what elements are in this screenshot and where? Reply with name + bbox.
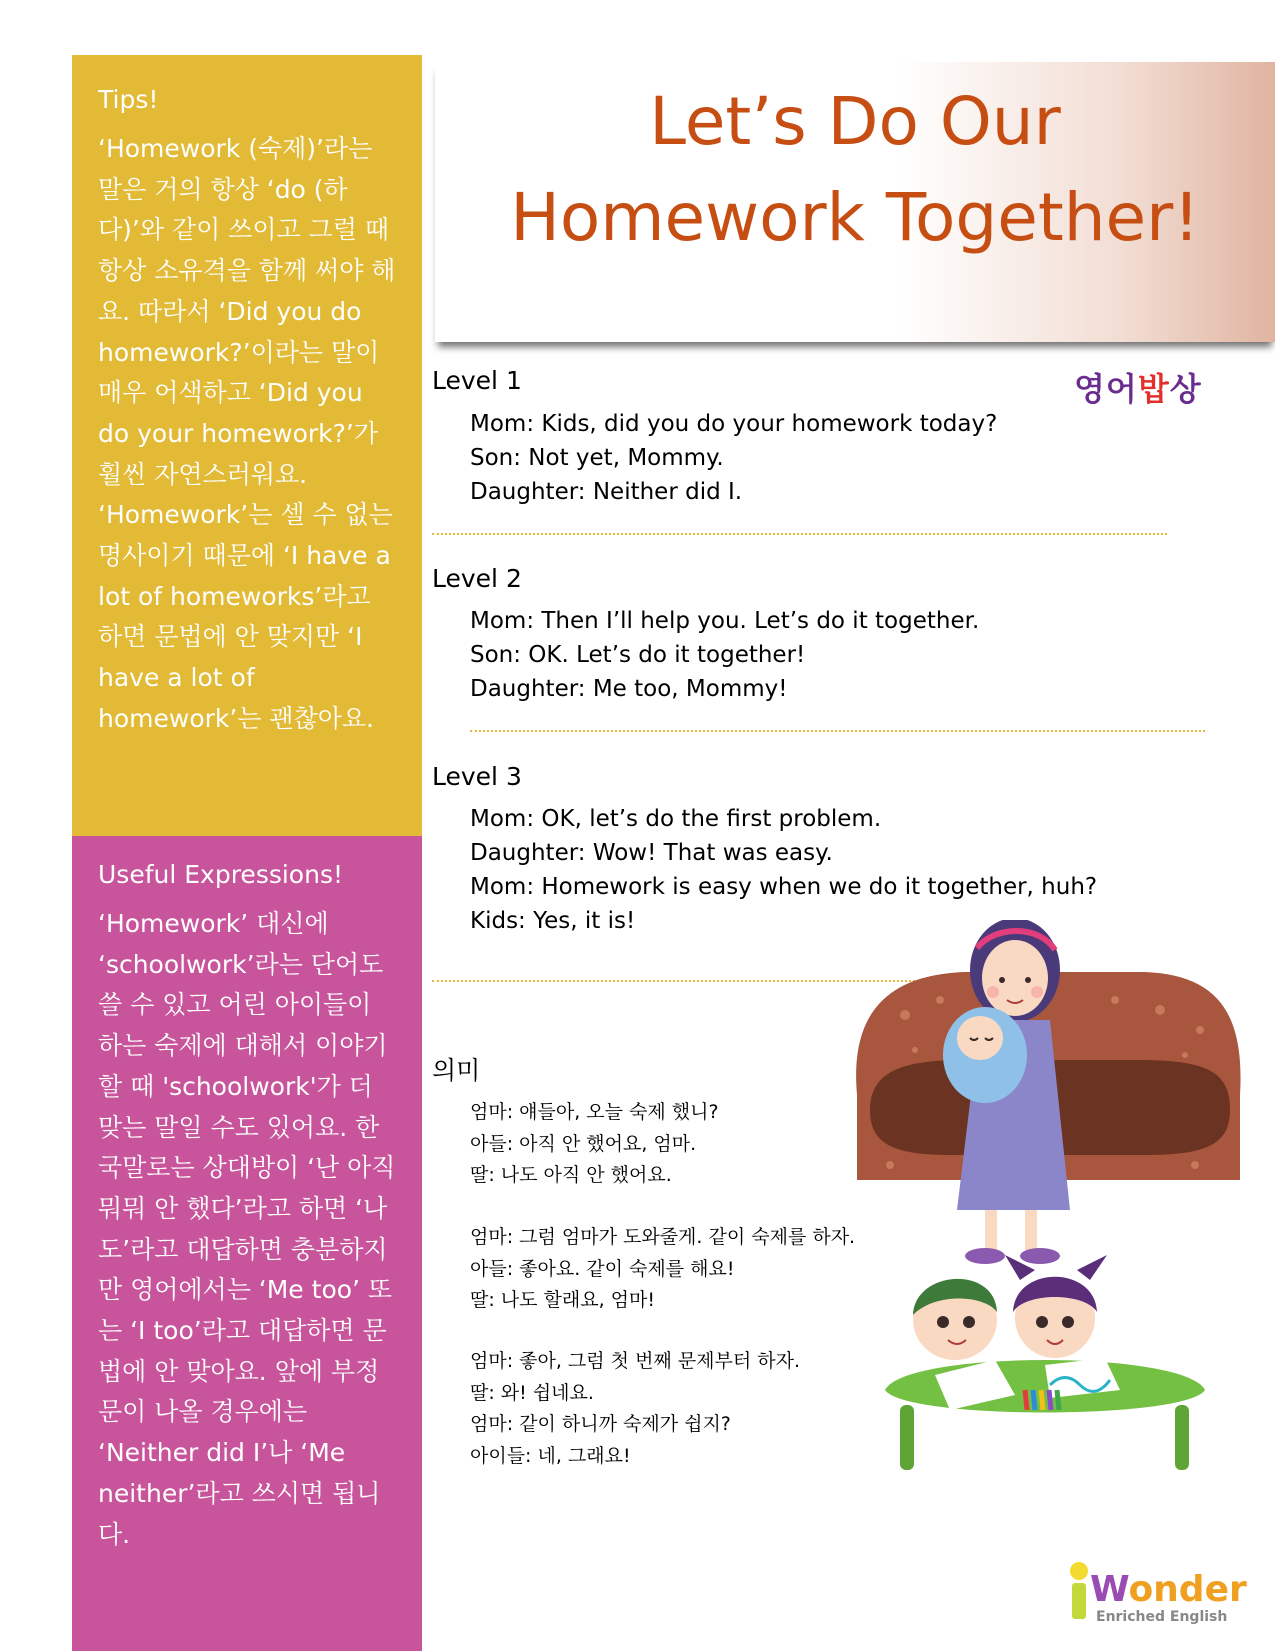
tips-heading: Tips!	[98, 85, 159, 114]
wonder-w: W	[1090, 1569, 1129, 1610]
korean-line: 딸: 나도 할래요, 엄마!	[470, 1289, 656, 1311]
korean-line: 딸: 와! 쉽네요.	[470, 1381, 594, 1404]
dialog-line: Daughter: Me too, Mommy!	[470, 676, 788, 702]
page-title	[435, 74, 1275, 266]
divider	[470, 730, 1205, 732]
brand-logo-part-2: 밥	[1137, 370, 1170, 408]
dialog-line: Mom: OK, let’s do the first problem.	[470, 806, 882, 832]
dialog-line: Son: OK. Let’s do it together!	[470, 642, 806, 668]
divider	[432, 533, 1167, 535]
meaning-group-2	[470, 1222, 855, 1317]
brand-logo-part-3: 상	[1169, 370, 1202, 408]
korean-line: 아들: 아직 안 했어요, 엄마.	[470, 1132, 697, 1155]
green-table	[885, 1360, 1205, 1413]
bulb-icon	[1070, 1562, 1088, 1580]
korean-line: 엄마: 얘들아, 오늘 숙제 했니?	[470, 1101, 719, 1123]
wonder-wordmark	[1090, 1569, 1247, 1610]
meaning-group-1	[470, 1097, 719, 1192]
dialog-line: Son: Not yet, Mommy.	[470, 445, 724, 471]
tips-panel	[72, 55, 422, 836]
dialog-line: Daughter: Neither did I.	[470, 479, 743, 505]
title-banner	[435, 62, 1275, 342]
wonder-logo	[1066, 1557, 1256, 1627]
wonder-tagline: Enriched English	[1096, 1609, 1228, 1625]
korean-line: 아이들: 네, 그래요!	[470, 1444, 631, 1467]
meaning-group-3	[470, 1346, 800, 1472]
brand-logo-part-1: 영어	[1074, 370, 1138, 408]
level-1-dialog	[470, 407, 997, 509]
level-2-heading: Level 2	[432, 564, 522, 593]
useful-expressions-body: ‘Homework’ 대신에 ‘schoolwork’라는 단어도 쓸 수 있고 어린 아이들이 하는 숙제에 대해서 이야기할 때 'schoolwork'가 더 맞는 말일 수도 있어요. 한국말로는 상대방이 ‘난 아직 뭐뭐 안 했다’라고 하면 ‘나도’라고 대답하면 충분하지만 영어에서는 ‘Me too’ 또는 ‘I too’라고 대답하면 문법에 안 맞아요. 앞에 부정문이 나올 경우에는 ‘Neither did I’나 ‘Me neither’라고 쓰시면 됩니다.	[98, 909, 396, 1549]
level-1-heading: Level 1	[432, 366, 522, 395]
useful-expressions-panel	[72, 836, 422, 1651]
dialog-line: Mom: Kids, did you do your homework today?	[470, 411, 998, 437]
level-3-heading: Level 3	[432, 762, 522, 791]
useful-expressions-heading: Useful Expressions!	[98, 860, 343, 889]
level-3-dialog	[470, 802, 1097, 938]
dialog-line: Mom: Then I’ll help you. Let’s do it together.	[470, 608, 980, 634]
korean-line: 엄마: 같이 하니까 숙제가 쉽지?	[470, 1413, 731, 1435]
dialog-line: Kids: Yes, it is!	[470, 908, 636, 934]
meaning-heading: 의미	[432, 1056, 481, 1085]
brand-logo	[1074, 364, 1202, 410]
korean-line: 아들: 좋아요. 같이 숙제를 해요!	[470, 1257, 735, 1280]
dialog-line: Daughter: Wow! That was easy.	[470, 840, 833, 866]
family-illustration	[845, 920, 1250, 1480]
korean-line: 엄마: 좋아, 그럼 첫 번째 문제부터 하자.	[470, 1350, 801, 1372]
title-line-2: Homework Together!	[510, 179, 1200, 256]
dialog-line: Mom: Homework is easy when we do it together, huh?	[470, 874, 1098, 900]
korean-line: 딸: 나도 아직 안 했어요.	[470, 1164, 672, 1186]
title-line-1: Let’s Do Our	[649, 83, 1061, 160]
korean-line: 엄마: 그럼 엄마가 도와줄게. 같이 숙제를 하자.	[470, 1226, 856, 1248]
mom-face	[982, 940, 1048, 1016]
tips-body: ‘Homework (숙제)’라는 말은 거의 항상 ‘do (하다)’와 같이 쓰이고 그럴 때 항상 소유격을 함께 써야 해요. 따라서 ‘Did you do homework?’이라는 말이 매우 어색하고 ‘Did you do your homework?’가 훨씬 자연스러워요. ‘Homework’는 셀 수 없는 명사이기 때문에 ‘I have a lot of homeworks’라고 하면 문법에 안 맞지만 ‘I have a lot of homework’는 괜찮아요.	[98, 134, 396, 733]
wonder-rest: onder	[1128, 1569, 1247, 1610]
level-2-dialog	[470, 604, 979, 706]
